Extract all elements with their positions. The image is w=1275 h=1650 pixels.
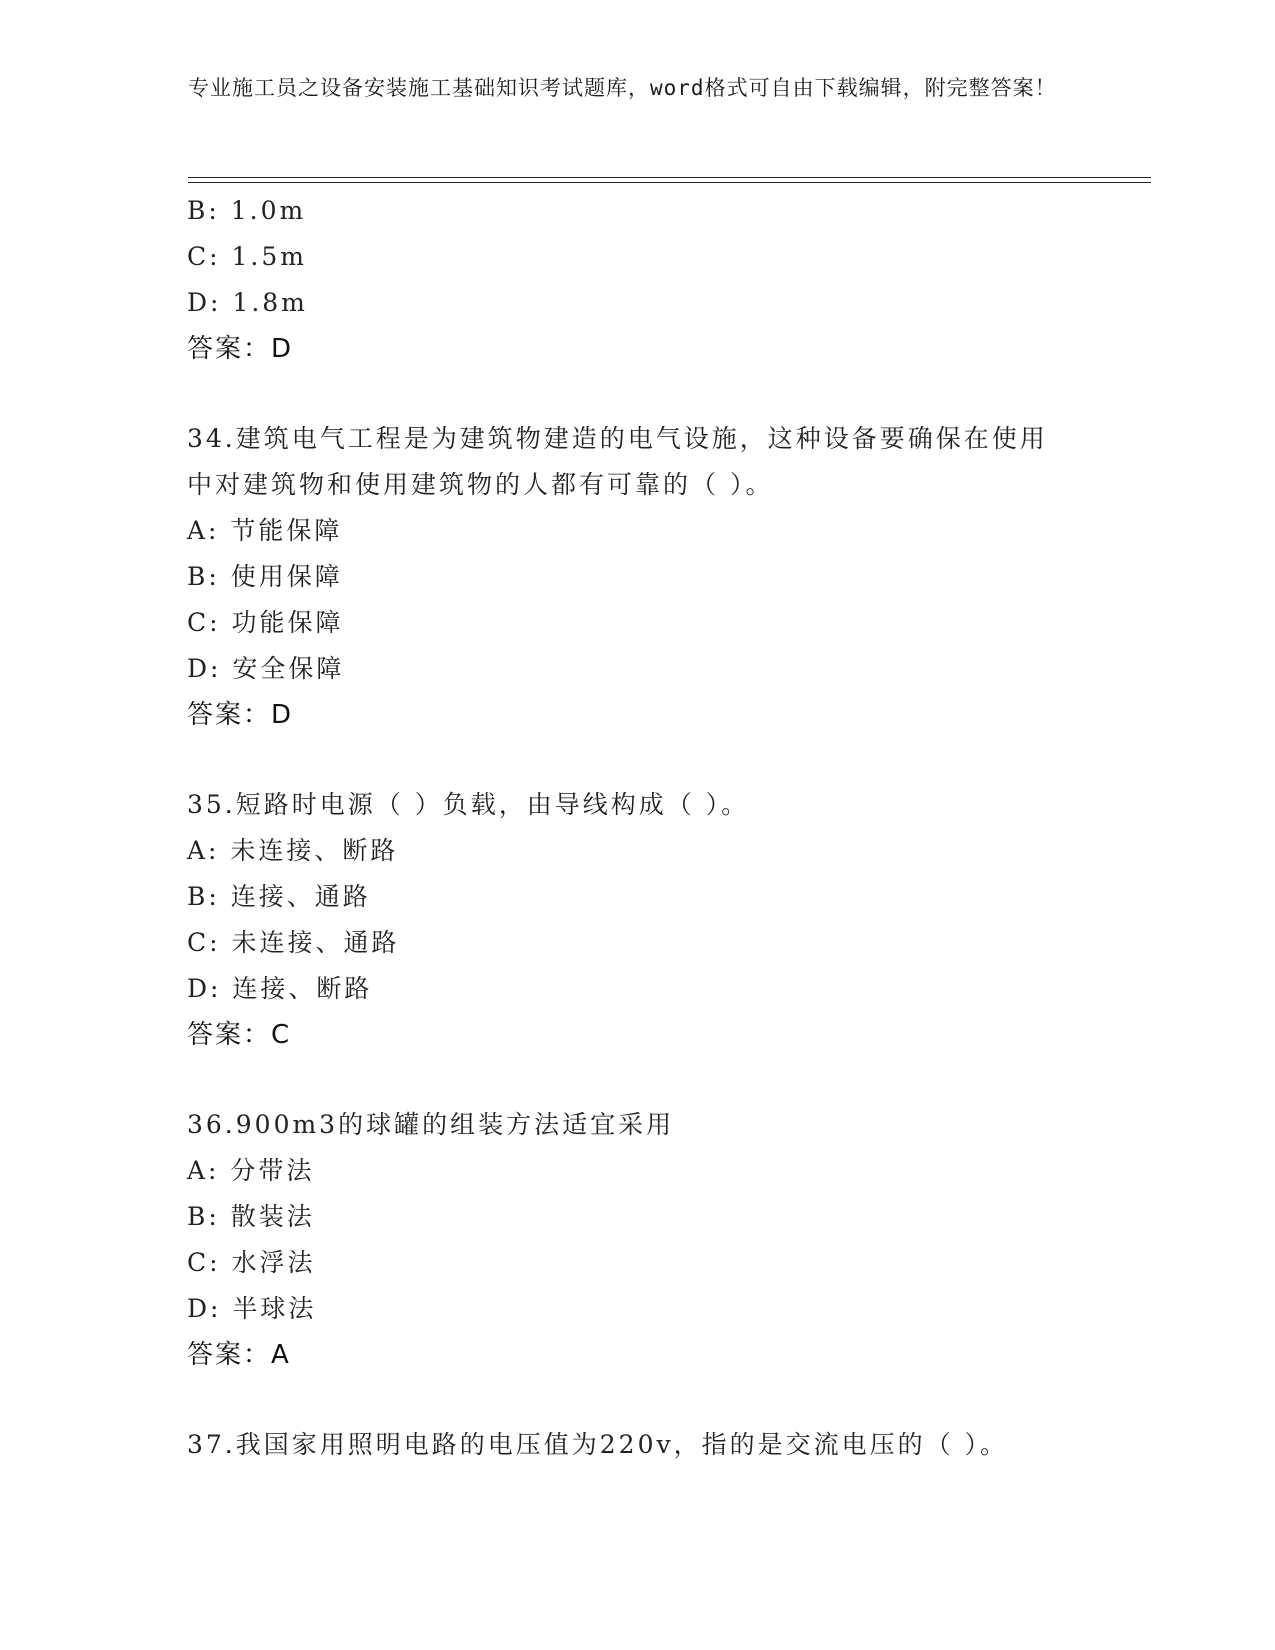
option-c: C: 功能保障 — [187, 608, 344, 637]
header-divider-bottom — [188, 182, 1151, 183]
document-header: 专业施工员之设备安装施工基础知识考试题库，word格式可自由下载编辑，附完整答案！ — [188, 76, 1057, 100]
answer-line: 答案：C — [187, 1020, 292, 1050]
option-b: B: 使用保障 — [187, 562, 343, 591]
option-a: A: 节能保障 — [187, 516, 343, 545]
continued-question — [187, 188, 1087, 372]
option-d: D: 安全保障 — [187, 654, 345, 683]
document-body — [187, 188, 1087, 1468]
question-text: 36.900m3的球罐的组装方法适宜采用 — [187, 1110, 675, 1139]
question-36 — [187, 1102, 1087, 1378]
option-d: D: 1.8m — [187, 288, 308, 317]
option-c: C: 水浮法 — [187, 1248, 316, 1277]
option-d: D: 半球法 — [187, 1294, 317, 1323]
option-b: B: 连接、通路 — [187, 882, 371, 911]
answer-line: 答案：D — [187, 700, 294, 730]
option-a: A: 未连接、断路 — [187, 836, 399, 865]
option-d: D: 连接、断路 — [187, 974, 373, 1003]
question-text: 37.我国家用照明电路的电压值为220v，指的是交流电压的（ ）。 — [187, 1430, 1009, 1459]
question-37 — [187, 1422, 1087, 1468]
question-text: 35.短路时电源（ ）负载，由导线构成（ ）。 — [187, 790, 750, 819]
option-b: B: 1.0m — [187, 196, 307, 225]
option-a: A: 分带法 — [187, 1156, 315, 1185]
option-b: B: 散装法 — [187, 1202, 315, 1231]
option-c: C: 未连接、通路 — [187, 928, 400, 957]
question-35 — [187, 782, 1087, 1058]
question-34 — [187, 416, 1087, 738]
question-text: 34.建筑电气工程是为建筑物建造的电气设施，这种设备要确保在使用中对建筑物和使用建筑物的人都有可靠的（ ）。 — [187, 424, 1048, 499]
header-divider-top — [188, 177, 1151, 178]
answer-line: 答案：D — [187, 334, 294, 364]
answer-line: 答案：A — [187, 1340, 291, 1370]
option-c: C: 1.5m — [187, 242, 307, 271]
